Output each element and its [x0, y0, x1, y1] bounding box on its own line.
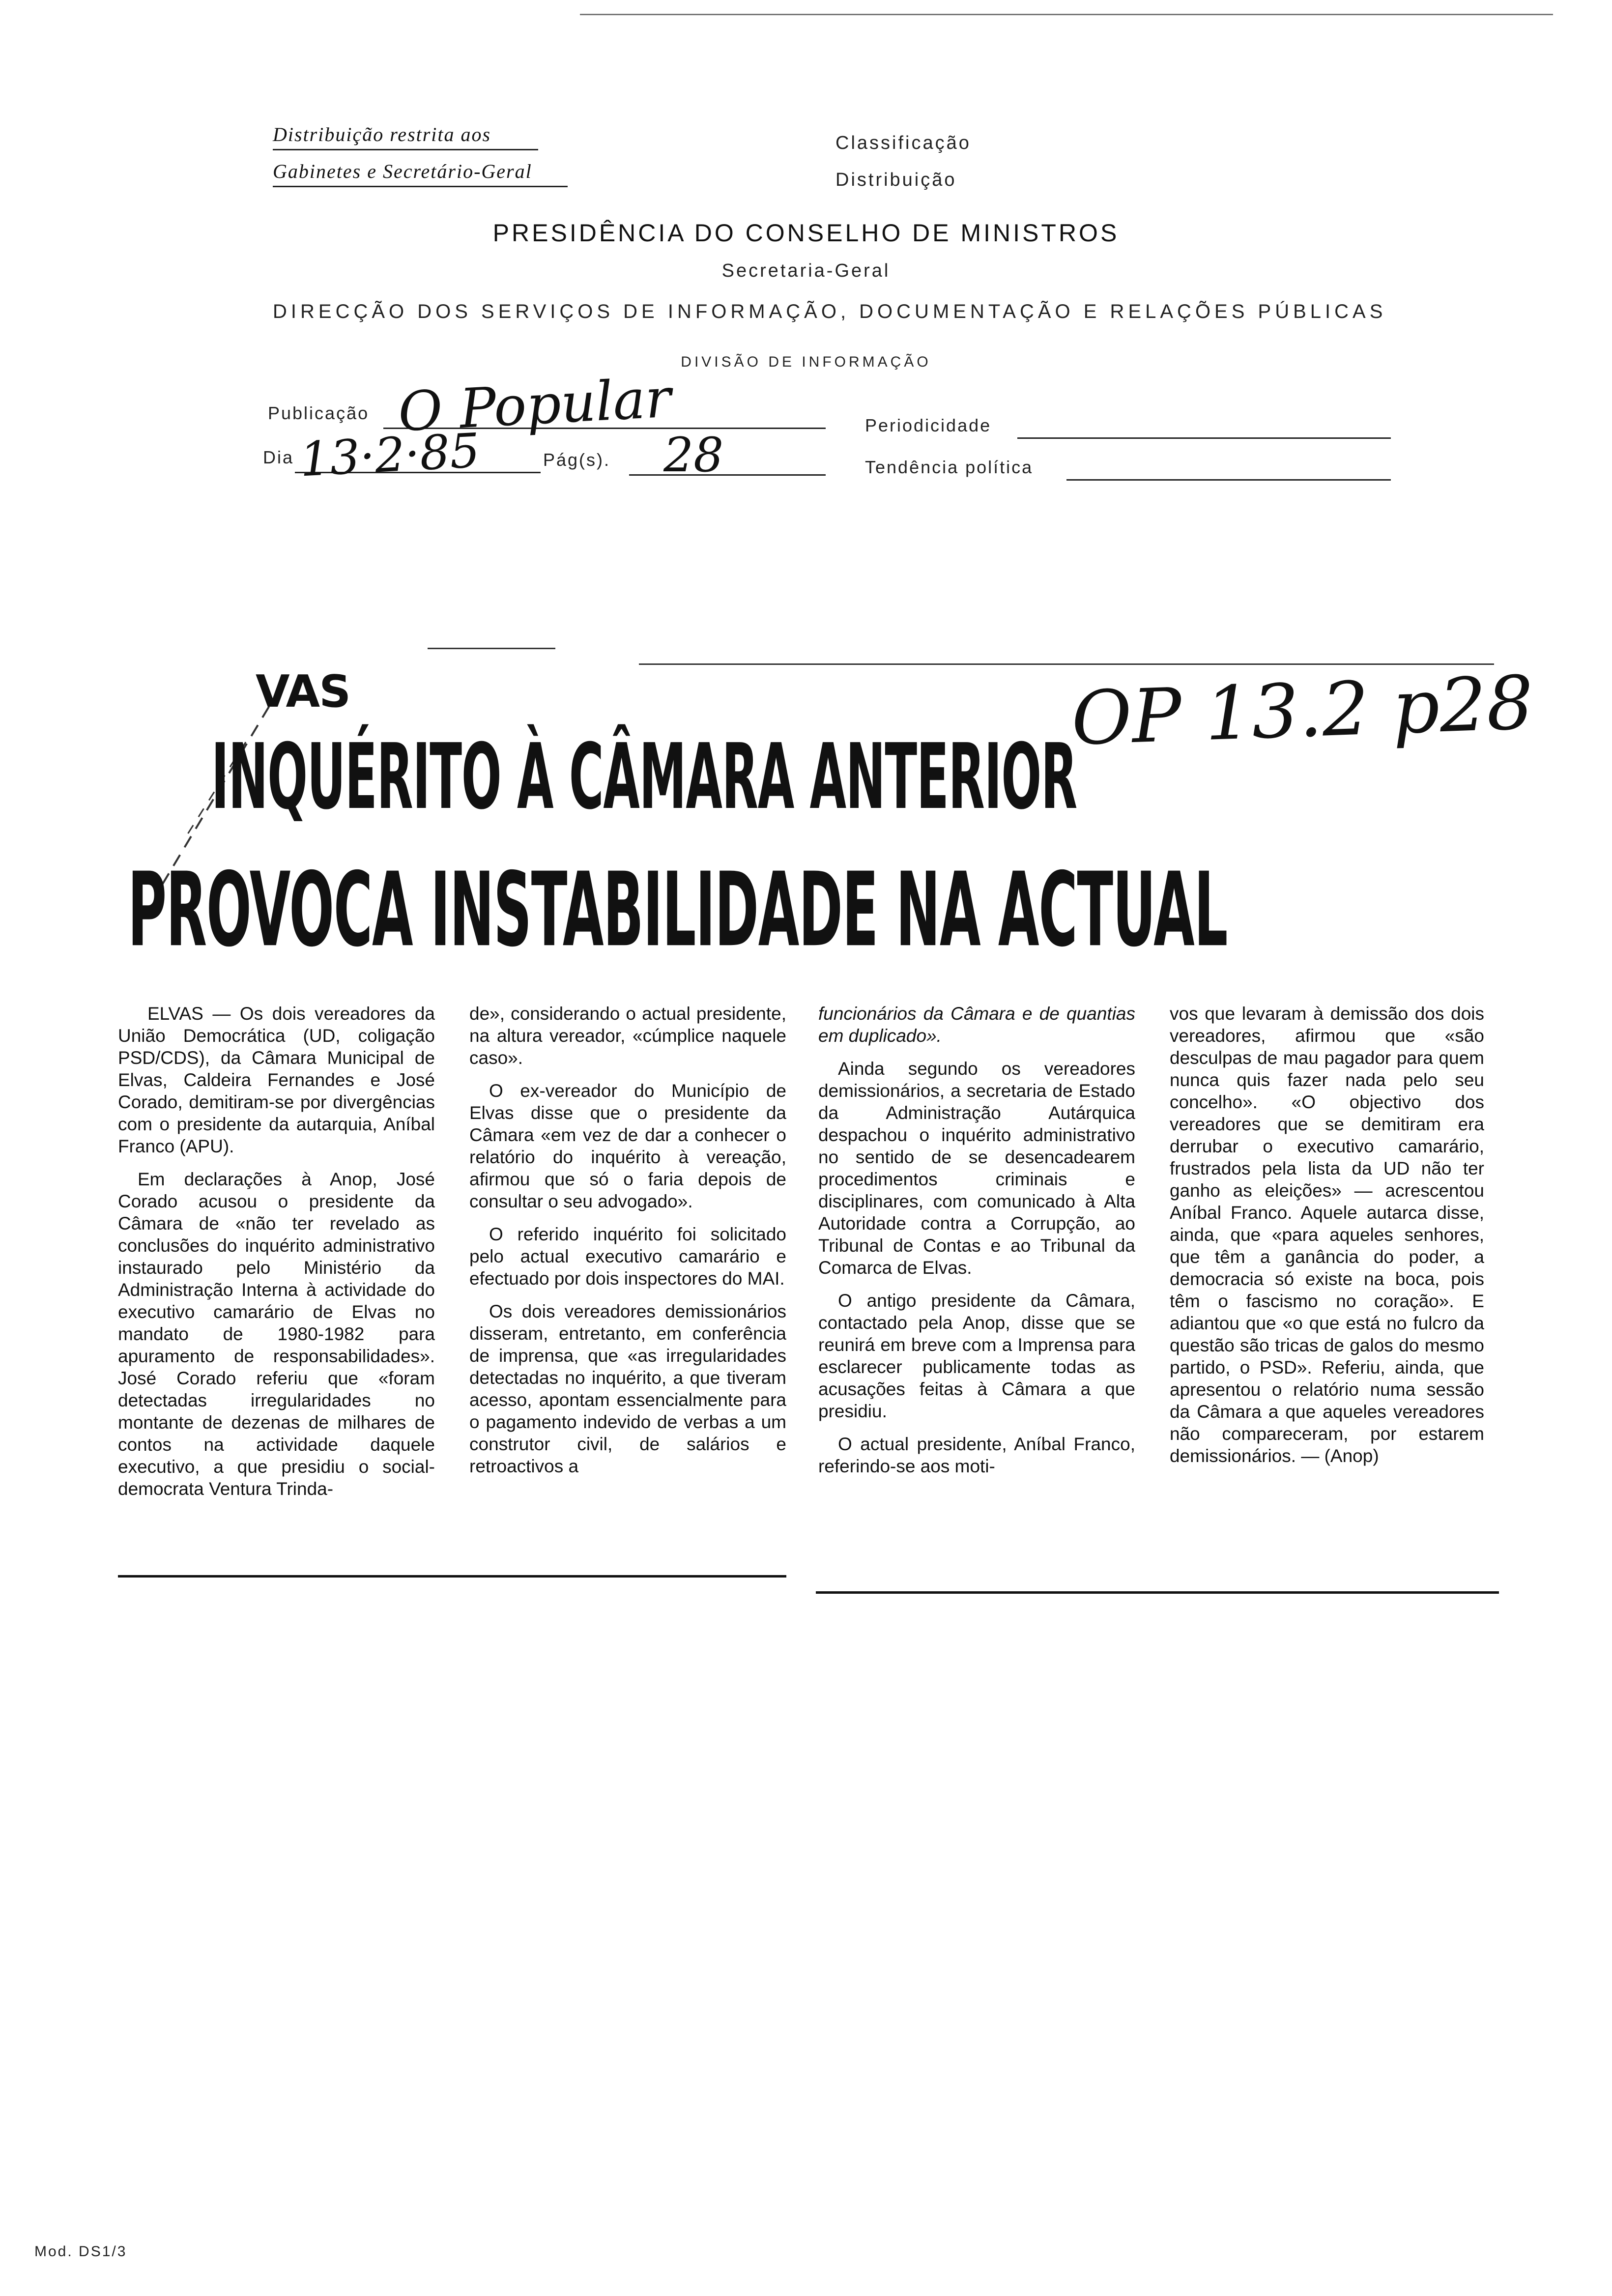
col4-paragraph-1: vos que levaram à demissão dos dois vereadores, afirmou que «são desculpas de mau pagador para quem nunca quis fazer nada pelo seu concelho». «O objectivo dos vereadores que se demitiram era derrubar o executivo camarário, frustrados pela lista da UD não ter ganho as eleições» — acrescentou Aníbal Franco. Aquele autarca disse, ainda, que «para aqueles senhores, que têm a ganância do poder, a democracia só existe na boca, pois têm o fascismo no coração». E adiantou que «o que está no fulcro da questão são tricas de galos do mesmo partido, o PSD». Referiu, ainda, que apresentou o relatório numa sessão da Câmara a que aqueles vereadores não compareceram, por estarem demissionários. — (Anop)	[1170, 1004, 1484, 1466]
headline-line-2: PROVOCA INSTABILIDADE NA ACTUAL	[128, 850, 1228, 970]
article-column-3	[818, 1003, 1135, 1488]
col3-paragraph-1: funcionários da Câmara e de quantias em duplicado».	[818, 1004, 1135, 1046]
distribution-restricted-line1: Distribuição restrita aos	[273, 123, 538, 150]
publication-handwritten: O Popular	[397, 366, 673, 444]
article-column-4	[1170, 1003, 1484, 1478]
col3-paragraph-2: Ainda segundo os vereadores demissionários, a secretaria de Estado da Administração Autárquica despachou o inquérito administrativo no sentido de se desencadearem procedimentos criminais e disciplinares, com comunicado à Alta Autoridade contra a Corrupção, ao Tribunal de Contas e ao Tribunal da Comarca de Elvas.	[818, 1059, 1135, 1278]
col2-paragraph-1: de», considerando o actual presidente, na altura vereador, «cúmplice naquele caso».	[469, 1004, 786, 1068]
headline-line-1: INQUÉRITO À CÂMARA ANTERIOR	[211, 725, 1077, 830]
ministry-title: PRESIDÊNCIA DO CONSELHO DE MINISTROS	[492, 219, 1120, 247]
pages-label: Pág(s).	[543, 450, 611, 470]
article-kicker: VAS	[256, 666, 350, 718]
distribution-restricted-line2: Gabinetes e Secretário-Geral	[273, 160, 568, 187]
pages-line	[629, 474, 826, 476]
clip-top-rule-left	[428, 648, 555, 649]
col2-paragraph-3: O referido inquérito foi solicitado pelo actual executivo camarário e efectuado por dois inspectores do MAI.	[469, 1224, 786, 1289]
tendency-label: Tendência política	[865, 457, 1034, 477]
col1-paragraph-2: Em declarações à Anop, José Corado acusou o presidente da Câmara de «não ter revelado as conclusões do inquérito administrativo instaurado pelo Ministério da Administração Interna à actividade do executivo camarário de Elvas no mandato de 1980-1982 para apuramento de responsabilidades». José Corado referiu que «foram detectadas irregularidades no montante de dezenas de milhares de contos na actividade daquele executivo, a que presidiu o social-democrata Ventura Trinda-	[118, 1169, 435, 1499]
article-column-2	[469, 1003, 786, 1488]
day-handwritten: 13·2·85	[298, 423, 482, 488]
article-bottom-rule-right	[816, 1591, 1499, 1594]
col2-paragraph-2: O ex-vereador do Município de Elvas disse que o presidente da Câmara «em vez de dar a conhecer o relatório do inquérito à vereação, afirmou que só o faria depois de consultar o seu advogado».	[469, 1081, 786, 1211]
tendency-line	[1066, 479, 1391, 481]
direction-title: DIRECÇÃO DOS SERVIÇOS DE INFORMAÇÃO, DOCUMENTAÇÃO E RELAÇÕES PÚBLICAS	[273, 301, 1387, 322]
article-bottom-rule-left	[118, 1575, 786, 1578]
col3-paragraph-3: O antigo presidente da Câmara, contactado pela Anop, disse que se reunirá em breve com a Imprensa para esclarecer publicamente todas as acusações feitas à Câmara a que presidiu.	[818, 1291, 1135, 1421]
periodicity-label: Periodicidade	[865, 415, 992, 435]
distribution-label: Distribuição	[835, 170, 957, 190]
clip-top-rule-right	[639, 663, 1494, 665]
publication-label: Publicação	[268, 403, 370, 423]
secretariat-title: Secretaria-Geral	[721, 260, 891, 281]
periodicity-line	[1017, 437, 1391, 439]
classification-label: Classificação	[835, 133, 971, 153]
form-code: Mod. DS1/3	[34, 2243, 127, 2260]
col2-paragraph-4: Os dois vereadores demissionários disseram, entretanto, em conferência de imprensa, que «as irregularidades detectadas no inquérito, a que tiveram acesso, apontam essencialmente para o pagamento indevido de verbas a um construtor civil, de salários e retroactivos a	[469, 1301, 786, 1476]
day-label: Dia	[263, 447, 294, 467]
pages-handwritten: 28	[663, 428, 724, 483]
scan-edge-line	[580, 14, 1553, 15]
article-column-1	[118, 1003, 435, 1511]
col3-paragraph-4: O actual presidente, Aníbal Franco, referindo-se aos moti-	[818, 1434, 1135, 1476]
division-title: DIVISÃO DE INFORMAÇÃO	[681, 354, 931, 370]
handwritten-reference: OP 13.2 p28	[1070, 660, 1535, 762]
col1-paragraph-1: ELVAS — Os dois vereadores da União Democrática (UD, coligação PSD/CDS), da Câmara Municipal de Elvas, Caldeira Fernandes e José Corado, demitiram-se por divergências com o presidente da autarquia, Aníbal Franco (APU).	[118, 1004, 435, 1156]
